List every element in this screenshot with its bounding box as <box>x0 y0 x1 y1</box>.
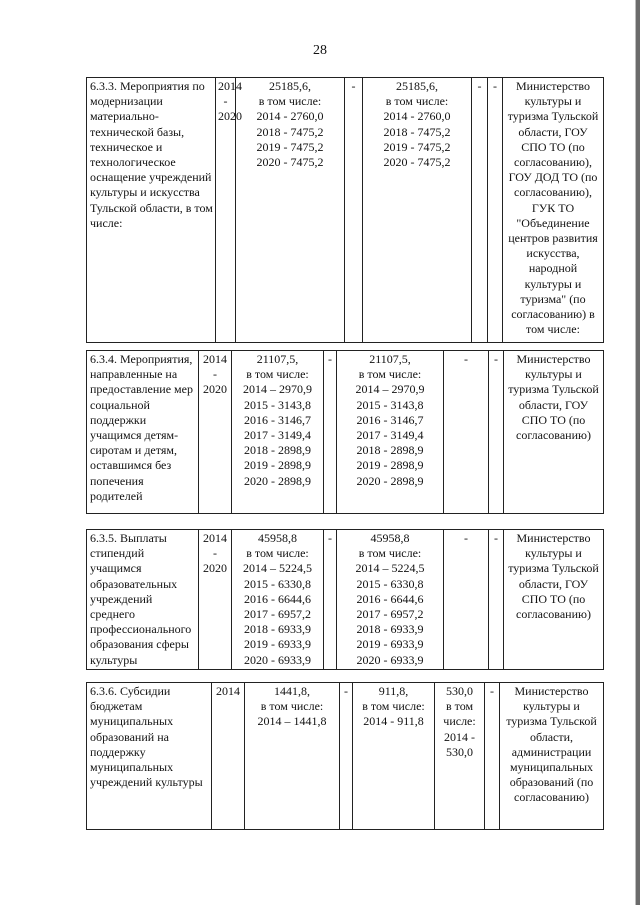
regional-budget-cell: 21107,5, в том числе: 2014 – 2970,9 2015 - 3143,8 2016 - 3146,7 2017 - 3149,4 2018 - 2898,9 2019 - 2898,9 2020 - 2898,9 <box>337 351 444 514</box>
local-budget-cell: - <box>472 78 488 343</box>
total-amount-cell: 45958,8 в том числе: 2014 – 5224,5 2015 - 6330,8 2016 - 6644,6 2017 - 6957,2 2018 - 6933,9 2019 - 6933,9 2020 - 6933,9 <box>232 530 324 670</box>
executor-cell: Министерство культуры и туризма Тульской области, ГОУ СПО ТО (по согласованию) <box>504 530 604 670</box>
program-row-block <box>86 77 604 343</box>
regional-budget-cell: 25185,6, в том числе: 2014 - 2760,0 2018 - 7475,2 2019 - 7475,2 2020 - 7475,2 <box>363 78 472 343</box>
executor-cell: Министерство культуры и туризма Тульской области, ГОУ СПО ТО (по согласованию) <box>504 351 604 514</box>
page-number: 28 <box>313 43 327 58</box>
federal-budget-cell: - <box>340 683 353 830</box>
local-budget-cell: - <box>444 351 489 514</box>
regional-budget-cell: 45958,8 в том числе: 2014 – 5224,5 2015 - 6330,8 2016 - 6644,6 2017 - 6957,2 2018 - 6933,9 2019 - 6933,9 2020 - 6933,9 <box>337 530 444 670</box>
period-cell: 2014 - 2020 <box>199 351 232 514</box>
total-amount-cell: 21107,5, в том числе: 2014 – 2970,9 2015 - 3143,8 2016 - 3146,7 2017 - 3149,4 2018 - 2898,9 2019 - 2898,9 2020 - 2898,9 <box>232 351 324 514</box>
other-sources-cell: - <box>489 530 504 670</box>
program-row-block <box>86 682 604 830</box>
total-amount-cell: 25185,6, в том числе: 2014 - 2760,0 2018 - 7475,2 2019 - 7475,2 2020 - 7475,2 <box>236 78 345 343</box>
local-budget-cell: - <box>444 530 489 670</box>
measure-name-cell: 6.3.4. Мероприятия, направленные на предоставление мер социальной поддержки учащимся детям-сиротам и детям, оставшимся без попечения родителей <box>87 351 199 514</box>
federal-budget-cell: - <box>324 351 337 514</box>
federal-budget-cell: - <box>324 530 337 670</box>
total-amount-cell: 1441,8, в том числе: 2014 – 1441,8 <box>245 683 340 830</box>
program-row-block <box>86 350 604 514</box>
period-cell: 2014 - 2020 <box>199 530 232 670</box>
period-cell: 2014 <box>212 683 245 830</box>
program-row-block <box>86 529 604 670</box>
scan-edge <box>636 0 640 905</box>
measure-name-cell: 6.3.3. Мероприятия по модернизации материально-технической базы, техническое и технологическое оснащение учреждений культуры и искусства Тульской области, в том числе: <box>87 78 216 343</box>
other-sources-cell: - <box>488 78 503 343</box>
other-sources-cell: - <box>489 351 504 514</box>
executor-cell: Министерство культуры и туризма Тульской области, администрации муниципальных образований (по согласованию) <box>500 683 604 830</box>
measure-name-cell: 6.3.6. Субсидии бюджетам муниципальных образований на поддержку муниципальных учреждений культуры <box>87 683 212 830</box>
federal-budget-cell: - <box>345 78 363 343</box>
regional-budget-cell: 911,8, в том числе: 2014 - 911,8 <box>353 683 435 830</box>
executor-cell: Министерство культуры и туризма Тульской области, ГОУ СПО ТО (по согласованию), ГОУ ДОД ТО (по согласованию), ГУК ТО "Объединение центров развития искусства, народной культуры и туризма" (по согласованию) в том числе: <box>503 78 604 343</box>
measure-name-cell: 6.3.5. Выплаты стипендий учащимся образовательных учреждений среднего профессионального образования сферы культуры <box>87 530 199 670</box>
other-sources-cell: - <box>485 683 500 830</box>
local-budget-cell: 530,0 в том числе: 2014 - 530,0 <box>435 683 485 830</box>
period-cell: 2014 - 2020 <box>216 78 236 343</box>
